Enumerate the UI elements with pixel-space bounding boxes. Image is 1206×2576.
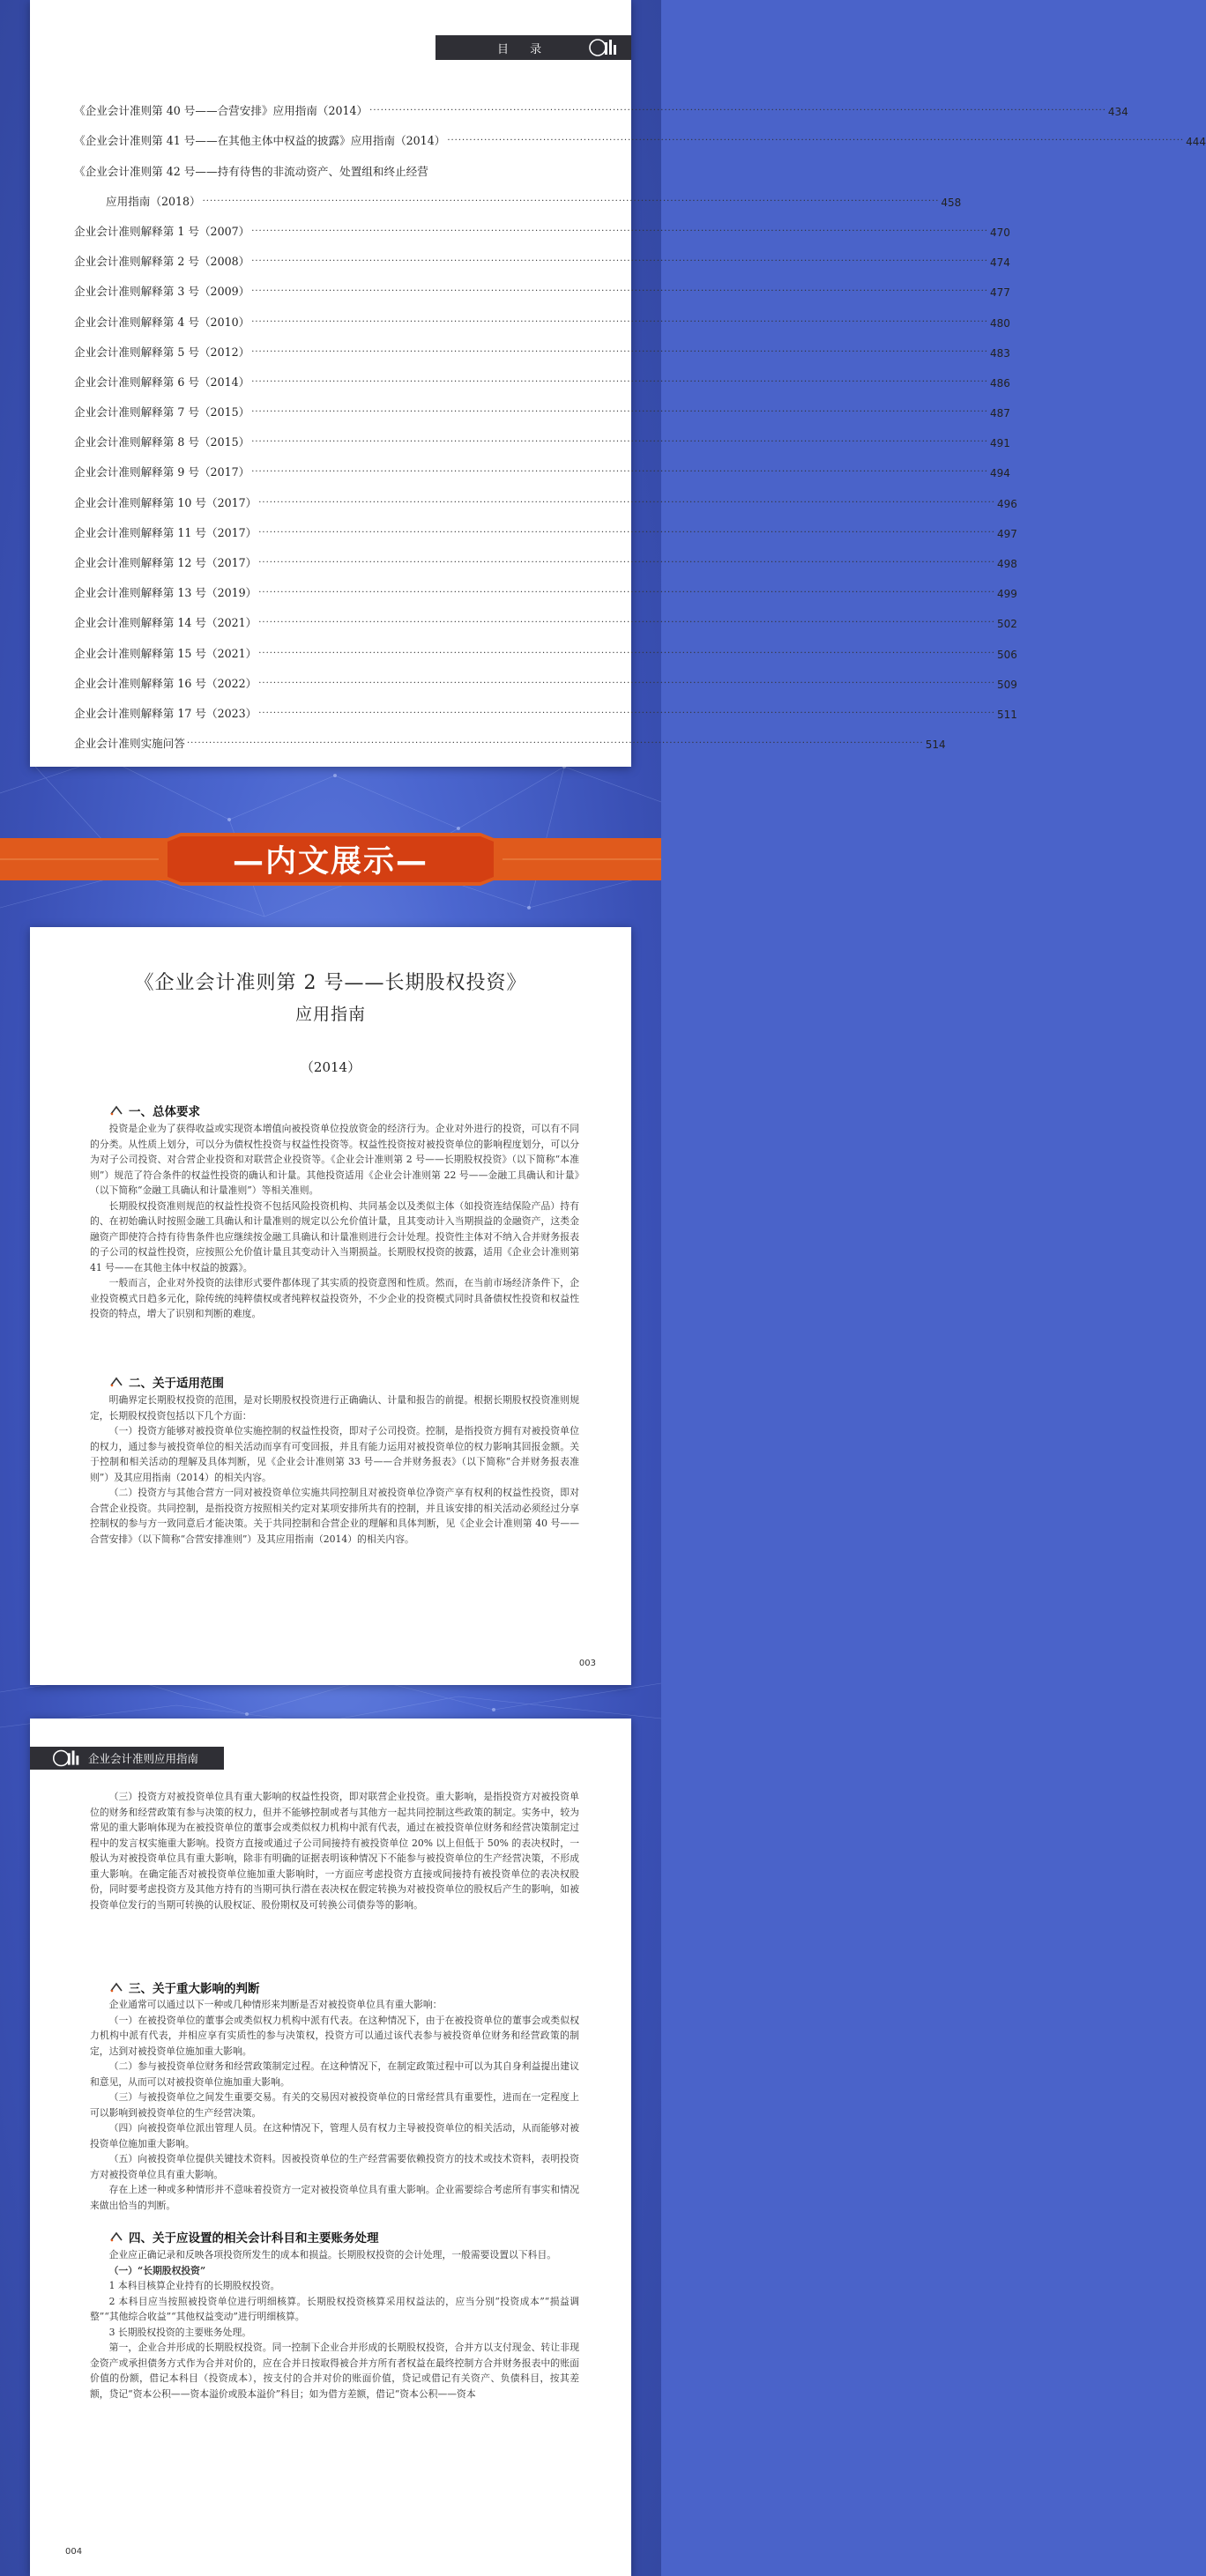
section-bullet-icon	[109, 1982, 123, 1993]
toc-entry[interactable]	[74, 209, 1010, 239]
toc-entry-title: 企业会计准则解释第 15 号（2021）	[74, 646, 257, 660]
toc-entry-page: 470	[989, 226, 1010, 239]
toc-entry-page: 483	[989, 346, 1010, 360]
toc-entry-page: 477	[989, 286, 1010, 300]
toc-leader-dots: ········································································································································································································	[251, 316, 988, 327]
section-heading-4	[109, 2228, 379, 2246]
toc-entry-title: 企业会计准则解释第 3 号（2009）	[74, 285, 250, 299]
paragraph: 第一，企业合并形成的长期股权投资。同一控制下企业合并形成的长期股权投资，合并方以支付现金、转让非现金资产或承担债务方式作为合并对价的，应在合并日按取得被合并方所有者权益在最终控制方合并财务报表中的账面价值的份额，借记本科目（投资成本），按支付的合并对价的账面价值，贷记或借记有关资产、负债科目，按其差额，贷记“资本公积——资本溢价或股本溢价”科目；如为借方差额，借记“资本公积——资本	[90, 2342, 579, 2400]
toc-entry[interactable]	[74, 179, 962, 209]
toc-entry-title: 企业会计准则解释第 2 号（2008）	[74, 255, 250, 269]
toc-entry[interactable]	[74, 330, 1010, 360]
page-number: 003	[578, 1659, 596, 1668]
toc-leader-dots: ········································································································································································································	[258, 588, 995, 598]
toc-leader-dots: ········································································································································································································	[251, 467, 988, 478]
toc-entry[interactable]	[74, 630, 1017, 661]
toc-entry-title: 企业会计准则解释第 17 号（2023）	[74, 706, 257, 720]
toc-entry-page: 486	[989, 376, 1010, 390]
toc-entry-title: 企业会计准则解释第 9 号（2017）	[74, 465, 250, 479]
section-3-body	[90, 1997, 579, 2213]
toc-list	[74, 88, 1206, 752]
paragraph: （三）与被投资单位之间发生重要交易。有关的交易因对被投资单位的日常经营具有重要性，进而在一定程度上可以影响到被投资单位的生产经营决策。	[90, 2091, 579, 2119]
toc-entry-page: 498	[996, 558, 1017, 570]
toc-entry-page: 514	[925, 739, 946, 752]
toc-entry-page: 458	[941, 196, 962, 209]
section-2-body	[90, 1392, 579, 1547]
toc-leader-dots: ········································································································································································································	[447, 136, 1185, 146]
toc-leader-dots: ········································································································································································································	[258, 678, 995, 688]
toc-entry[interactable]	[74, 540, 1017, 570]
toc-header	[436, 35, 631, 60]
toc-leader-dots: ········································································································································································································	[251, 407, 988, 418]
toc-leader-dots: ········································································································································································································	[369, 106, 1106, 116]
toc-entry-page: 511	[996, 708, 1017, 721]
toc-entry-page: 499	[996, 588, 1017, 601]
toc-entry-title: 《企业会计准则第 40 号——合营安排》应用指南（2014）	[74, 104, 368, 118]
section-4-body	[90, 2247, 579, 2402]
toc-entry[interactable]	[74, 600, 1017, 631]
paragraph: （三）投资方对被投资单位具有重大影响的权益性投资，即对联营企业投资。重大影响，是指投资方对被投资单位的财务和经营政策有参与决策的权力，但并不能够控制或者与其他方一起共同控制这些政策的制定。实务中，较为常见的重大影响体现为在被投资单位的董事会或类似权力机构中派有代表，通过在被投资单位财务和经营决策制定过程中的发言权实施重大影响。投资方直接或通过子公司间接持有被投资单位 20% 以上但低于 50% 的表决权时，一般认为对被投资单位具有重大影响，除非有明确的证据表明该种情况下不能参与被投资单位的生产经营决策，不形成重大影响。在确定能否对被投资单位施加重大影响时，一方面应考虑投资方直接或间接持有被投资单位的表决权股份，同时要考虑投资方及其他方持有的当期可执行潜在表决权在假定转换为对被投资单位的股权后产生的影响，如被投资单位发行的当期可转换的认股权证、股份期权及可转换公司债券等的影响。	[90, 1791, 579, 1911]
toc-leader-dots: ········································································································································································································	[258, 708, 995, 718]
document-page-004	[30, 1719, 631, 2576]
toc-leader-dots: ········································································································································································································	[258, 618, 995, 628]
toc-leader-dots: ········································································································································································································	[251, 346, 988, 357]
toc-leader-dots: ········································································································································································································	[251, 256, 988, 267]
toc-leader-dots: ········································································································································································································	[251, 226, 988, 236]
paragraph: （一）投资方能够对被投资单位实施控制的权益性投资，即对子公司投资。控制，是指投资方拥有对被投资单位的权力，通过参与被投资单位的相关活动而享有可变回报，并且有能力运用对被投资单位的权力影响其回报金额。关于控制和相关活动的理解及具体判断，见《企业会计准则第 33 号——合并财务报表》（以下简称“合并财务报表准则”）及其应用指南（2014）的相关内容。	[90, 1425, 579, 1483]
toc-entry-page: 494	[989, 467, 1010, 480]
section-heading-3	[109, 1978, 260, 1996]
toc-entry[interactable]	[74, 721, 946, 752]
toc-entry-page: 496	[996, 497, 1017, 510]
toc-entry-title: 企业会计准则解释第 14 号（2021）	[74, 616, 257, 630]
toc-entry-title: 企业会计准则解释第 10 号（2017）	[74, 495, 257, 509]
paragraph: 企业通常可以通过以下一种或几种情形来判断是否对被投资单位具有重大影响：	[108, 1999, 443, 2010]
toc-leader-dots: ········································································································································································································	[258, 558, 995, 568]
toc-entry[interactable]	[74, 419, 1010, 450]
toc-entry-page: 444	[1186, 136, 1206, 149]
toc-entry[interactable]	[74, 691, 1017, 721]
page-number: 004	[65, 2547, 83, 2557]
toc-page	[30, 0, 1206, 767]
paragraph: （五）向被投资单位提供关键技术资料。因被投资单位的生产经营需要依赖投资方的技术或技术资料，表明投资方对被投资单位具有重大影响。	[90, 2153, 579, 2180]
book-logo-icon	[585, 37, 621, 58]
toc-entry-page: 497	[996, 527, 1017, 540]
toc-entry-title: 企业会计准则解释第 8 号（2015）	[74, 435, 250, 449]
toc-leader-dots: ········································································································································································································	[186, 739, 924, 749]
toc-entry[interactable]	[74, 360, 1010, 390]
section-1-body	[90, 1121, 579, 1322]
section-heading-1-text: 一、总体要求	[129, 1105, 200, 1119]
paragraph: 一般而言，企业对外投资的法律形式要件都体现了其实质的投资意图和性质。然而，在当前市场经济条件下，企业投资模式日趋多元化，除传统的纯粹债权或者纯粹权益投资外，不少企业的投资模式同时具备债权性投资和权益性投资的特点，增大了识别和判断的难度。	[90, 1277, 579, 1319]
toc-entry-title: 《企业会计准则第 42 号——持有待售的非流动资产、处置组和终止经营	[74, 164, 428, 178]
toc-entry-page: 506	[996, 648, 1017, 661]
paragraph: 长期股权投资准则规范的权益性投资不包括风险投资机构、共同基金以及类似主体（如投资连结保险产品）持有的、在初始确认时按照金融工具确认和计量准则的规定以公允价值计量，且其变动计入当期损益的金融资产，这类金融资产即使符合持有待售条件也应继续按金融工具确认和计量准则进行会计处理。投资性主体对不纳入合并财务报表的子公司的权益性投资，应按照公允价值计量且其变动计入当期损益。长期股权投资的披露，适用《企业会计准则第 41 号——在其他主体中权益的披露》。	[90, 1199, 579, 1273]
paragraph: 明确界定长期股权投资的范围，是对长期股权投资进行正确确认、计量和报告的前提。根据长期股权投资准则规定，长期股权投资包括以下几个方面：	[90, 1394, 579, 1422]
toc-entry-title: 《企业会计准则第 41 号——在其他主体中权益的披露》应用指南（2014）	[74, 134, 446, 148]
section-heading-3-text: 三、关于重大影响的判断	[129, 1982, 260, 1996]
toc-entry-title: 企业会计准则解释第 1 号（2007）	[74, 224, 250, 238]
toc-entry-title: 企业会计准则解释第 6 号（2014）	[74, 375, 250, 389]
toc-entry-title: 企业会计准则解释第 12 号（2017）	[74, 556, 257, 569]
toc-entry[interactable]	[74, 510, 1017, 540]
toc-leader-dots: ········································································································································································································	[258, 527, 995, 538]
paragraph: 1 本科目核算企业持有的长期股权投资。	[108, 2280, 280, 2291]
section-bullet-icon	[109, 1105, 123, 1116]
toc-leader-dots: ········································································································································································································	[202, 196, 940, 206]
toc-entry[interactable]	[74, 299, 1010, 330]
toc-entry[interactable]	[74, 88, 1128, 119]
toc-entry-title: 企业会计准则解释第 13 号（2019）	[74, 586, 257, 600]
toc-leader-dots: ········································································································································································································	[258, 648, 995, 658]
toc-entry[interactable]	[74, 479, 1017, 510]
banner-title: —内文展示—	[232, 844, 428, 880]
toc-leader-dots: ········································································································································································································	[251, 376, 988, 387]
section-heading-1	[109, 1102, 200, 1119]
section-bullet-icon	[109, 1377, 123, 1387]
toc-leader-dots: ········································································································································································································	[251, 286, 988, 297]
document-page-003	[30, 927, 631, 1685]
paragraph: （二）参与被投资单位财务和经营政策制定过程。在这种情况下，在制定政策过程中可以为其自身利益提出建议和意见，从而可以对被投资单位施加重大影响。	[90, 2060, 579, 2088]
toc-entry-page: 474	[989, 256, 1010, 270]
toc-entry-title: 企业会计准则解释第 7 号（2015）	[74, 405, 250, 419]
section-heading-2	[109, 1373, 224, 1391]
toc-entry[interactable]	[74, 661, 1017, 691]
toc-entry-title: 企业会计准则解释第 4 号（2010）	[74, 315, 250, 329]
document-year: （2014）	[300, 1059, 361, 1075]
document-title: 《企业会计准则第 2 号——长期股权投资》	[134, 972, 527, 994]
toc-entry-page: 487	[989, 407, 1010, 420]
toc-entry-page: 502	[996, 618, 1017, 631]
toc-entry-page: 491	[989, 437, 1010, 450]
book-logo-icon	[49, 1748, 83, 1769]
toc-entry-title: 应用指南（2018）	[106, 194, 201, 208]
section-bullet-icon	[109, 2231, 123, 2242]
toc-entry-title: 企业会计准则实施问答	[74, 737, 185, 751]
toc-entry[interactable]	[74, 269, 1010, 300]
paragraph: （二）投资方与其他合营方一同对被投资单位实施共同控制且对被投资单位净资产享有权利的权益性投资，即对合营企业投资。共同控制，是指投资方按照相关约定对某项安排所共有的控制，并且该安排的相关活动必须经过分享控制权的参与方一致同意后才能决策。关于共同控制和合营企业的理解和具体判断，见《企业会计准则第 40 号——合营安排》（以下简称“合营安排准则”）及其应用指南（2014）的相关内容。	[90, 1487, 579, 1545]
section-heading-2-text: 二、关于适用范围	[129, 1377, 224, 1391]
paragraph: 投资是企业为了获得收益或实现资本增值向被投资单位投放资金的经济行为。企业对外进行的投资，可以有不同的分类。从性质上划分，可以分为债权性投资与权益性投资等。权益性投资按对被投资单位的影响程度划分，可以分为对子公司投资、对合营企业投资和对联营企业投资等。《企业会计准则第 2 号——长期股权投资》（以下简称“本准则”）规范了符合条件的权益性投资的确认和计量。其他投资适用《企业会计准则第 22 号——金融工具确认和计量》（以下简称“金融工具确认和计量准则”）等相关准则。	[90, 1123, 579, 1196]
running-head-text: 企业会计准则应用指南	[88, 1752, 199, 1765]
toc-entry-page: 509	[996, 678, 1017, 691]
toc-header-label: 目 录	[497, 42, 551, 56]
paragraph: （四）向被投资单位派出管理人员。在这种情况下，管理人员有权力主导被投资单位的相关活动，从而能够对被投资单位施加重大影响。	[90, 2122, 579, 2149]
toc-entry[interactable]	[74, 449, 1010, 480]
toc-entry[interactable]	[74, 239, 1010, 270]
running-head	[30, 1747, 224, 1770]
toc-entry-page: 480	[989, 316, 1010, 330]
page-4-intro-body	[90, 1789, 579, 1912]
paragraph: （一）在被投资单位的董事会或类似权力机构中派有代表。在这种情况下，由于在被投资单位的董事会或类似权力机构中派有代表，并相应享有实质性的参与决策权，投资方可以通过该代表参与被投资单位财务和经营政策的制定，达到对被投资单位施加重大影响。	[90, 2014, 579, 2057]
paragraph: 2 本科目应当按照被投资单位进行明细核算。长期股权投资核算采用权益法的，应当分别“投资成本”“损益调整”“其他综合收益”“其他权益变动”进行明细核算。	[90, 2295, 579, 2322]
toc-entry-title: 企业会计准则解释第 5 号（2012）	[74, 345, 250, 359]
toc-entry[interactable]	[74, 148, 594, 178]
toc-entry[interactable]	[74, 390, 1010, 420]
section-heading-4-text: 四、关于应设置的相关会计科目和主要账务处理	[129, 2231, 379, 2246]
toc-leader-dots: ········································································································································································································	[258, 497, 995, 508]
paragraph: 企业应正确记录和反映各项投资所发生的成本和损益。长期股权投资的会计处理，一般需要设置以下科目。	[108, 2249, 557, 2260]
toc-entry[interactable]	[74, 570, 1017, 601]
toc-entry-page: 434	[1107, 106, 1128, 119]
toc-entry-title: 企业会计准则解释第 11 号（2017）	[74, 525, 257, 539]
toc-entry-title: 企业会计准则解释第 16 号（2022）	[74, 676, 257, 690]
document-subtitle: 应用指南	[294, 1005, 366, 1024]
toc-leader-dots: ········································································································································································································	[251, 437, 988, 448]
toc-entry[interactable]	[74, 118, 1206, 149]
subsection-heading: （一）“长期股权投资”	[108, 2264, 206, 2276]
paragraph: 存在上述一种或多种情形并不意味着投资方一定对被投资单位具有重大影响。企业需要综合考虑所有事实和情况来做出恰当的判断。	[90, 2184, 579, 2211]
paragraph: 3 长期股权投资的主要账务处理。	[108, 2326, 252, 2338]
